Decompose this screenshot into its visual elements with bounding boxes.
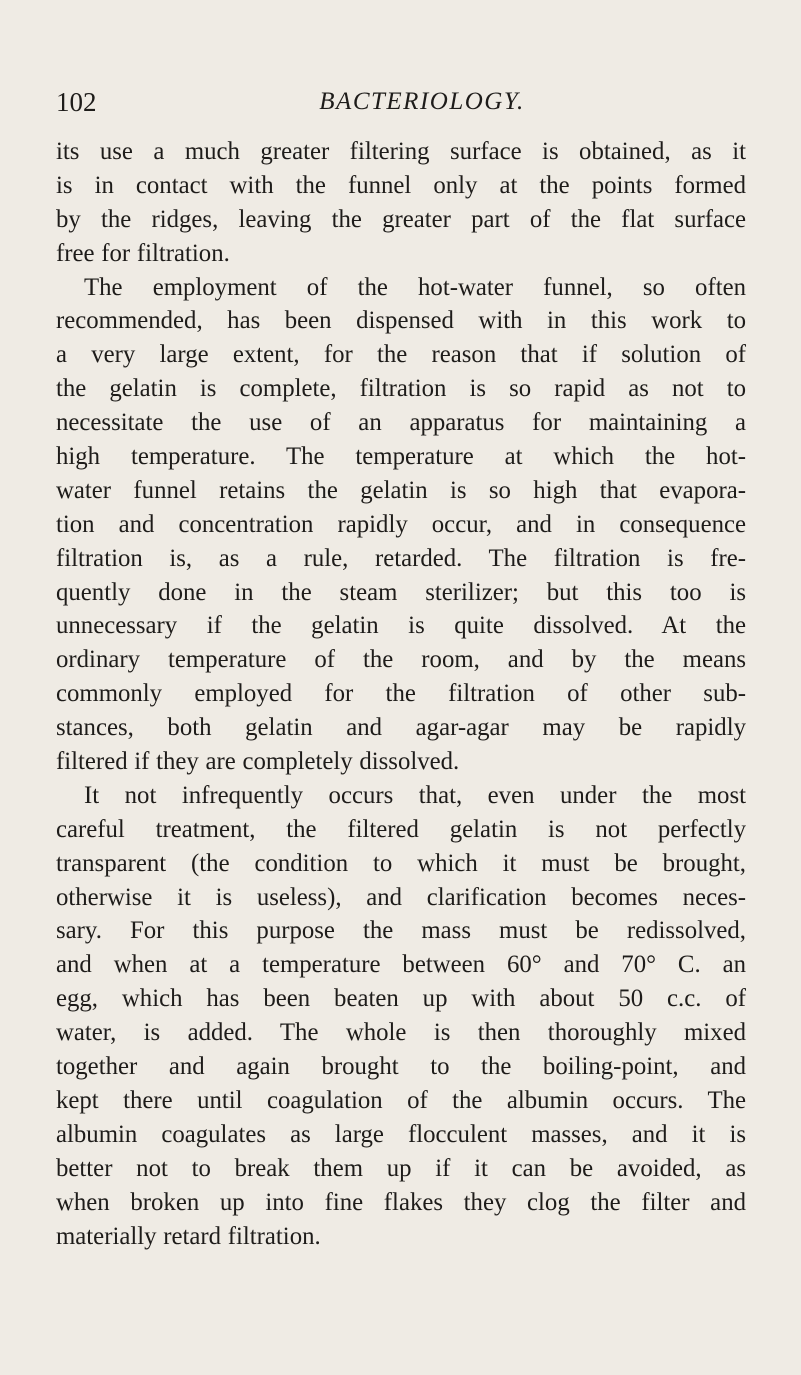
- page-header: [56, 84, 746, 124]
- text-line: necessitate the use of an apparatus for maintaining a: [56, 409, 746, 437]
- text-line: careful treatment, the filtered gelatin is not perfectly: [56, 815, 746, 843]
- text-line: transparent (the condition to which it must be brought,: [56, 849, 746, 877]
- text-line: sary. For this purpose the mass must be redissolved,: [56, 917, 746, 945]
- text-line: quently done in the steam sterilizer; but this too is: [56, 578, 746, 606]
- text-line: water, is added. The whole is then thoroughly mixed: [56, 1019, 746, 1047]
- text-line: is in contact with the funnel only at the points formed: [56, 171, 746, 199]
- text-line: filtered if they are completely dissolved.: [56, 748, 460, 776]
- text-line: albumin coagulates as large flocculent masses, and it is: [56, 1120, 746, 1148]
- text-line: recommended, has been dispensed with in this work to: [56, 307, 746, 335]
- text-line: otherwise it is useless), and clarification becomes neces-: [56, 883, 746, 911]
- text-line: when broken up into fine flakes they clog the filter and: [56, 1188, 746, 1216]
- text-line: together and again brought to the boiling-point, and: [56, 1053, 746, 1081]
- text-line: stances, both gelatin and agar-agar may be rapidly: [56, 714, 746, 742]
- text-line: ordinary temperature of the room, and by the means: [56, 646, 746, 674]
- text-line: The employment of the hot-water funnel, so often: [84, 273, 746, 301]
- text-line: its use a much greater filtering surface is obtained, as it: [56, 138, 746, 165]
- text-line: and when at a temperature between 60° and 70° C. an: [56, 951, 746, 979]
- text-line: the gelatin is complete, filtration is so rapid as not to: [56, 375, 746, 403]
- text-line: a very large extent, for the reason that if solution of: [56, 341, 746, 369]
- body-text: [56, 135, 746, 1253]
- running-head: BACTERIOLOGY.: [319, 88, 525, 115]
- text-line: water funnel retains the gelatin is so high that evapora-: [56, 476, 746, 504]
- text-line: materially retard filtration.: [56, 1222, 321, 1250]
- text-line: by the ridges, leaving the greater part of the flat surface: [56, 205, 746, 233]
- text-line: kept there until coagulation of the albumin occurs. The: [56, 1086, 746, 1114]
- text-line: high temperature. The temperature at which the hot-: [56, 443, 746, 471]
- text-line: unnecessary if the gelatin is quite dissolved. At the: [56, 612, 746, 640]
- text-line: free for filtration.: [56, 239, 230, 267]
- text-line: tion and concentration rapidly occur, and in consequence: [56, 510, 746, 538]
- text-line: better not to break them up if it can be avoided, as: [56, 1154, 746, 1182]
- text-line: It not infrequently occurs that, even under the most: [84, 781, 746, 809]
- text-line: filtration is, as a rule, retarded. The filtration is fre-: [56, 544, 746, 572]
- page-number: 102: [56, 87, 97, 117]
- text-line: commonly employed for the filtration of other sub-: [56, 680, 746, 708]
- text-line: egg, which has been beaten up with about 50 c.c. of: [56, 985, 746, 1013]
